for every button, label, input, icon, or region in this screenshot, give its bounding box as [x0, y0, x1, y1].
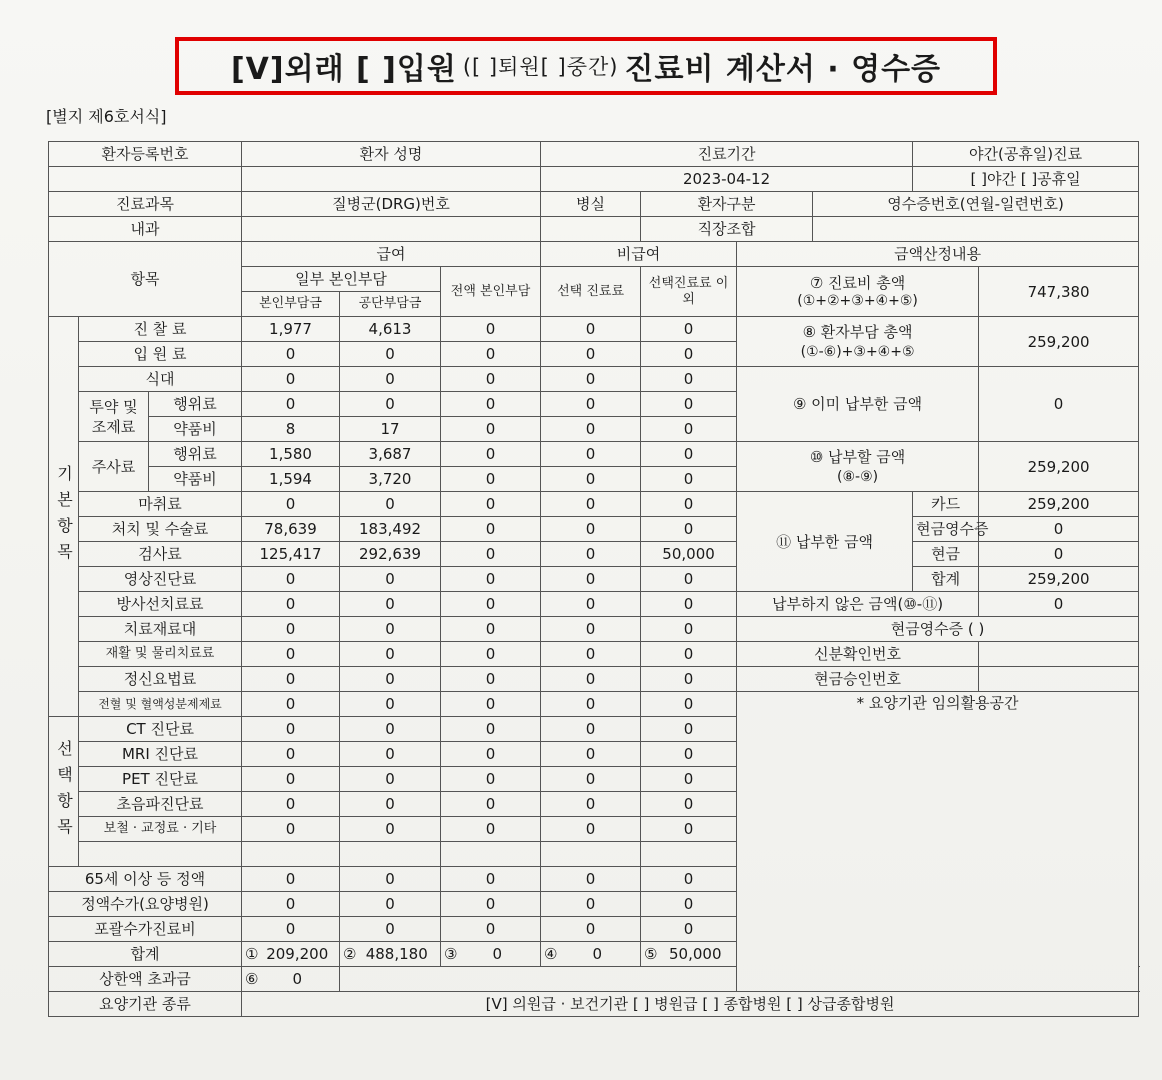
card-label: 카드	[913, 492, 979, 517]
cell: 0	[242, 817, 340, 842]
cell: 8	[242, 417, 340, 442]
cell: 0	[340, 767, 441, 792]
total-label	[737, 267, 979, 317]
cash-approval-value	[979, 667, 1139, 692]
cell: 0	[641, 792, 737, 817]
cell: 0	[242, 592, 340, 617]
cell: 0	[641, 767, 737, 792]
due-text: ⑩ 납부할 금액	[809, 447, 906, 466]
cell: 0	[541, 342, 641, 367]
name-label: 환자 성명	[242, 142, 541, 167]
cell: 0	[541, 592, 641, 617]
cap-value: 0	[292, 970, 303, 988]
cell: 0	[441, 467, 541, 492]
pay-sum-label: 합계	[913, 567, 979, 592]
cell: 0	[441, 592, 541, 617]
cell: 0	[242, 642, 340, 667]
cell	[340, 842, 441, 867]
select-ex-header: 선택진료료 이외	[641, 267, 737, 317]
patient-total-text: ⑧ 환자부담 총액	[802, 322, 913, 341]
cell: 0	[641, 917, 737, 942]
cell: 0	[541, 492, 641, 517]
cell: 0	[641, 442, 737, 467]
cell: 4,613	[340, 317, 441, 342]
cell: 125,417	[242, 542, 340, 567]
paid-value: 0	[979, 367, 1139, 442]
item-label: 재활 및 물리치료료	[79, 642, 242, 667]
item-label: 정액수가(요양병원)	[49, 892, 242, 917]
cell: 1,977	[242, 317, 340, 342]
circle-2: ②	[343, 945, 357, 963]
cell: 0	[242, 667, 340, 692]
total-4-value: 0	[592, 945, 603, 963]
total-formula: (①+②+③+④+⑤)	[797, 292, 918, 309]
cell: 0	[340, 642, 441, 667]
item-label: 65세 이상 등 정액	[49, 867, 242, 892]
cell: 292,639	[340, 542, 441, 567]
gov-header: 공단부담금	[340, 292, 441, 317]
period-label: 진료기간	[541, 142, 913, 167]
cell: 0	[242, 792, 340, 817]
cell: 0	[441, 392, 541, 417]
cell: 0	[541, 567, 641, 592]
cell: 0	[541, 742, 641, 767]
cell: 0	[441, 742, 541, 767]
cell: 0	[541, 817, 641, 842]
total-value: 747,380	[979, 267, 1139, 317]
cell: 0	[541, 642, 641, 667]
cell: 0	[242, 342, 340, 367]
item-label: 영상진단료	[79, 567, 242, 592]
total-1	[242, 942, 340, 967]
cell: 0	[441, 317, 541, 342]
receipt-no-value	[813, 217, 1139, 242]
cell: 0	[541, 867, 641, 892]
circle-6: ⑥	[245, 970, 259, 988]
cell: 0	[340, 617, 441, 642]
item-label: 행위료	[149, 442, 242, 467]
item-label: 진 찰 료	[79, 317, 242, 342]
cell: 0	[541, 317, 641, 342]
drg-value	[242, 217, 541, 242]
item-header: 항목	[49, 242, 242, 317]
form-number: [별지 제6호서식]	[46, 107, 167, 126]
item-label: 약품비	[149, 417, 242, 442]
pay-sum-value: 259,200	[979, 567, 1139, 592]
cell: 0	[441, 567, 541, 592]
cell: 0	[441, 642, 541, 667]
total-2-value: 488,180	[365, 945, 428, 963]
cell: 0	[340, 567, 441, 592]
cell: 0	[340, 917, 441, 942]
document-title	[175, 37, 997, 95]
cell: 0	[641, 317, 737, 342]
cell: 0	[641, 392, 737, 417]
room-value	[541, 217, 641, 242]
cell: 0	[641, 717, 737, 742]
cell: 0	[340, 692, 441, 717]
patient-total-formula: (①-⑥)+③+④+⑤	[800, 343, 915, 360]
cell: 0	[641, 492, 737, 517]
period-value: 2023-04-12	[541, 167, 913, 192]
total-2	[340, 942, 441, 967]
cell: 0	[441, 692, 541, 717]
cell: 0	[340, 592, 441, 617]
cell: 0	[242, 367, 340, 392]
total-3-value: 0	[492, 945, 503, 963]
cell: 0	[541, 792, 641, 817]
item-label: 검사료	[79, 542, 242, 567]
cell: 1,594	[242, 467, 340, 492]
cell: 17	[340, 417, 441, 442]
item-label: 입 원 료	[79, 342, 242, 367]
cell: 3,687	[340, 442, 441, 467]
cell: 0	[242, 617, 340, 642]
night-label: 야간(공휴일)진료	[913, 142, 1139, 167]
cap-cell	[242, 967, 340, 992]
receipt-no-label: 영수증번호(연월-일련번호)	[813, 192, 1139, 217]
total-3	[441, 942, 541, 967]
item-label: CT 진단료	[79, 717, 242, 742]
covered-header: 급여	[242, 242, 541, 267]
cell: 0	[441, 817, 541, 842]
select-header: 선택 진료료	[541, 267, 641, 317]
cell: 0	[541, 517, 641, 542]
cell: 0	[242, 742, 340, 767]
name-value	[242, 167, 541, 192]
cell: 0	[441, 342, 541, 367]
cash-receipt-row: 현금영수증 ( )	[737, 617, 1139, 642]
id-check-value	[979, 642, 1139, 667]
cell: 0	[541, 392, 641, 417]
totals-label: 합계	[49, 942, 242, 967]
item-label: 초음파진단료	[79, 792, 242, 817]
cell: 183,492	[340, 517, 441, 542]
full-header: 전액 본인부담	[441, 267, 541, 317]
cash-value: 0	[979, 542, 1139, 567]
paid-amount-label: ⑪ 납부한 금액	[737, 492, 913, 592]
cell: 0	[340, 342, 441, 367]
ptype-value: 직장조합	[641, 217, 813, 242]
circle-1: ①	[245, 945, 259, 963]
item-label: 전혈 및 혈액성분제제료	[79, 692, 242, 717]
cell: 0	[641, 517, 737, 542]
patient-total-label	[737, 317, 979, 367]
cell: 0	[242, 767, 340, 792]
cell: 0	[441, 442, 541, 467]
cell: 0	[641, 867, 737, 892]
basic-group-label: 기본항목	[49, 317, 79, 717]
cell: 0	[340, 742, 441, 767]
drg-label: 질병군(DRG)번호	[242, 192, 541, 217]
cash-receipt-value: 0	[979, 517, 1139, 542]
cell: 0	[541, 892, 641, 917]
item-label: 포괄수가진료비	[49, 917, 242, 942]
reg-no-label: 환자등록번호	[49, 142, 242, 167]
cell: 0	[242, 917, 340, 942]
cell	[641, 842, 737, 867]
item-label: MRI 진단료	[79, 742, 242, 767]
cell: 0	[541, 667, 641, 692]
item-label: PET 진단료	[79, 767, 242, 792]
cell: 0	[641, 617, 737, 642]
cell: 0	[340, 367, 441, 392]
receipt-table	[48, 141, 1139, 1017]
cell: 0	[541, 367, 641, 392]
calc-header: 금액산정내용	[737, 242, 1139, 267]
cell: 0	[541, 767, 641, 792]
cell: 0	[441, 667, 541, 692]
cell: 0	[641, 567, 737, 592]
total-5	[641, 942, 737, 967]
cap-label: 상한액 초과금	[49, 967, 242, 992]
cell: 0	[441, 367, 541, 392]
dept-label: 진료과목	[49, 192, 242, 217]
cap-empty	[340, 967, 737, 992]
cash-label: 현금	[913, 542, 979, 567]
cell: 0	[441, 492, 541, 517]
id-check-label: 신분확인번호	[737, 642, 979, 667]
cell: 0	[242, 492, 340, 517]
cash-receipt-label: 현금영수증	[913, 517, 979, 542]
item-label: 정신요법료	[79, 667, 242, 692]
cell: 0	[441, 517, 541, 542]
cell: 0	[242, 867, 340, 892]
card-value: 259,200	[979, 492, 1139, 517]
cell: 0	[541, 617, 641, 642]
optional-group-label: 선택항목	[49, 717, 79, 867]
paid-label: ⑨ 이미 납부한 금액	[737, 367, 979, 442]
cell: 0	[340, 492, 441, 517]
due-formula: (⑧-⑨)	[837, 468, 879, 485]
item-label: 약품비	[149, 467, 242, 492]
cell: 0	[641, 692, 737, 717]
cash-approval-label: 현금승인번호	[737, 667, 979, 692]
circle-3: ③	[444, 945, 458, 963]
cell: 0	[541, 467, 641, 492]
inst-type-value: [V] 의원급 · 보건기관 [ ] 병원급 [ ] 종합병원 [ ] 상급종합병원	[242, 992, 1139, 1017]
cell: 0	[340, 792, 441, 817]
reg-no-value	[49, 167, 242, 192]
cell: 0	[641, 817, 737, 842]
due-label	[737, 442, 979, 492]
cell: 0	[641, 342, 737, 367]
cell: 0	[242, 717, 340, 742]
cell: 0	[340, 667, 441, 692]
total-label-text: ⑦ 진료비 총액	[809, 273, 906, 292]
cell: 0	[641, 467, 737, 492]
cell: 78,639	[242, 517, 340, 542]
cell: 0	[441, 892, 541, 917]
due-value: 259,200	[979, 442, 1139, 492]
unpaid-value: 0	[979, 592, 1139, 617]
room-label: 병실	[541, 192, 641, 217]
cell: 0	[541, 417, 641, 442]
item-label	[79, 842, 242, 867]
free-space: * 요양기관 임의활용공간	[737, 692, 1139, 992]
item-label: 마취료	[79, 492, 242, 517]
cell	[242, 842, 340, 867]
cell: 1,580	[242, 442, 340, 467]
total-4	[541, 942, 641, 967]
patient-total-value: 259,200	[979, 317, 1139, 367]
cell: 50,000	[641, 542, 737, 567]
cell: 0	[641, 367, 737, 392]
cell: 0	[441, 417, 541, 442]
cell: 0	[340, 867, 441, 892]
dept-value: 내과	[49, 217, 242, 242]
self-header: 본인부담금	[242, 292, 340, 317]
cell	[441, 842, 541, 867]
cell: 3,720	[340, 467, 441, 492]
cell: 0	[641, 742, 737, 767]
med-group-label: 투약 및 조제료	[79, 392, 149, 442]
item-label: 행위료	[149, 392, 242, 417]
cell: 0	[541, 442, 641, 467]
cell: 0	[340, 392, 441, 417]
title-main: 진료비 계산서 · 영수증	[624, 52, 942, 87]
uncovered-header: 비급여	[541, 242, 737, 267]
inj-group-label: 주사료	[79, 442, 149, 492]
title-discharge: ([ ]퇴원[ ]중간)	[462, 55, 619, 79]
cell: 0	[340, 817, 441, 842]
cell: 0	[242, 892, 340, 917]
cell: 0	[242, 692, 340, 717]
night-value: [ ]야간 [ ]공휴일	[913, 167, 1139, 192]
total-1-value: 209,200	[266, 945, 329, 963]
total-5-value: 50,000	[669, 945, 722, 963]
item-label: 방사선치료료	[79, 592, 242, 617]
cell: 0	[641, 592, 737, 617]
item-label: 식대	[79, 367, 242, 392]
circle-4: ④	[544, 945, 558, 963]
item-label: 보철 · 교정료 · 기타	[79, 817, 242, 842]
cell: 0	[441, 917, 541, 942]
cell: 0	[441, 792, 541, 817]
cell: 0	[541, 717, 641, 742]
cell: 0	[441, 867, 541, 892]
cell: 0	[541, 917, 641, 942]
cell: 0	[441, 617, 541, 642]
cell: 0	[541, 692, 641, 717]
cell: 0	[242, 392, 340, 417]
unpaid-label: 납부하지 않은 금액(⑩-⑪)	[737, 592, 979, 617]
title-visit-type: [V]외래 [ ]입원	[230, 52, 457, 87]
circle-5: ⑤	[644, 945, 658, 963]
cell: 0	[340, 892, 441, 917]
cell: 0	[641, 642, 737, 667]
cell	[541, 842, 641, 867]
cell: 0	[340, 717, 441, 742]
cell: 0	[641, 417, 737, 442]
cell: 0	[441, 717, 541, 742]
cell: 0	[541, 542, 641, 567]
inst-type-label: 요양기관 종류	[49, 992, 242, 1017]
ptype-label: 환자구분	[641, 192, 813, 217]
cell: 0	[441, 767, 541, 792]
cell: 0	[641, 892, 737, 917]
cell: 0	[441, 542, 541, 567]
cell: 0	[242, 567, 340, 592]
partial-header: 일부 본인부담	[242, 267, 441, 292]
item-label: 치료재료대	[79, 617, 242, 642]
item-label: 처치 및 수술료	[79, 517, 242, 542]
cell: 0	[641, 667, 737, 692]
